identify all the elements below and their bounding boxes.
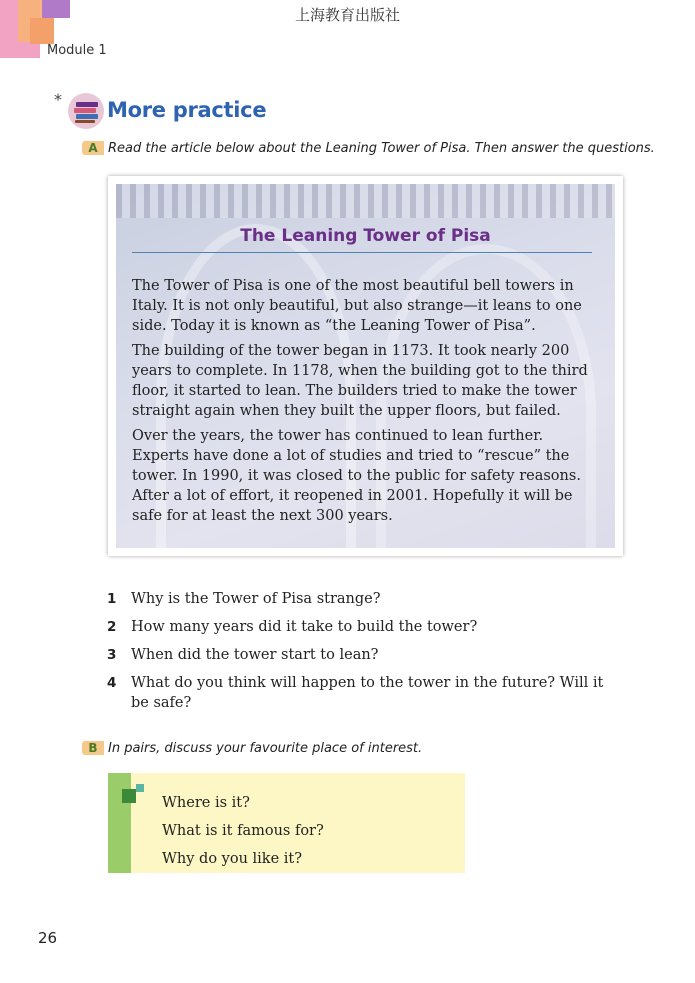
question-item [107,673,607,713]
article-paragraph: The Tower of Pisa is one of the most beautiful bell towers in Italy. It is not only beautiful, but also strange—it leans to one side. Today it is known as “the Leaning Tower of Pisa”. [132,278,582,334]
squares-icon [122,784,146,804]
article-body [132,276,602,531]
question-text: What do you think will happen to the tower in the future? Will it be safe? [131,675,604,711]
discussion-prompt: Where is it? [162,795,250,811]
publisher-name: 上海教育出版社 [294,6,400,24]
discussion-prompt: What is it famous for? [162,823,324,839]
part-b-instruction: In pairs, discuss your favourite place of interest. [108,741,423,756]
tower-cornice-decoration [116,184,615,218]
question-number: 1 [107,591,117,607]
discussion-prompts [162,789,324,873]
optional-star: * [54,90,62,109]
question-text: How many years did it take to build the tower? [131,619,478,635]
part-a-badge: A [82,141,104,155]
question-number: 3 [107,647,117,663]
part-b-badge: B [82,741,104,755]
article-card [108,176,623,556]
article-paragraph: Over the years, the tower has continued to lean further. Experts have done a lot of studies and tried to “rescue” the tower. In 1990, it was closed to the public for safety reasons. After a lot of effort, it reopened in 2001. Hopefully it will be safe for at least the next 300 years. [132,428,581,524]
question-text: When did the tower start to lean? [131,647,379,663]
page-number: 26 [38,929,58,947]
question-number: 2 [107,619,117,635]
module-label: Module 1 [47,43,107,58]
books-icon [68,93,104,129]
question-list [107,589,607,721]
question-item [107,617,607,637]
question-item [107,645,607,665]
article-background [116,184,615,548]
question-number: 4 [107,675,117,691]
section-title: More practice [107,98,267,122]
part-a-instruction: Read the article below about the Leaning Tower of Pisa. Then answer the questions. [108,141,655,156]
discussion-prompt: Why do you like it? [162,851,303,867]
question-text: Why is the Tower of Pisa strange? [131,591,381,607]
question-item [107,589,607,609]
article-paragraph: The building of the tower began in 1173. It took nearly 200 years to complete. In 1178, when the building got to the third floor, it started to lean. The builders tried to make the tower straight again when they built the upper floors, but failed. [132,343,588,419]
title-rule [132,252,592,253]
discussion-box [108,773,465,873]
article-title: The Leaning Tower of Pisa [240,226,491,246]
